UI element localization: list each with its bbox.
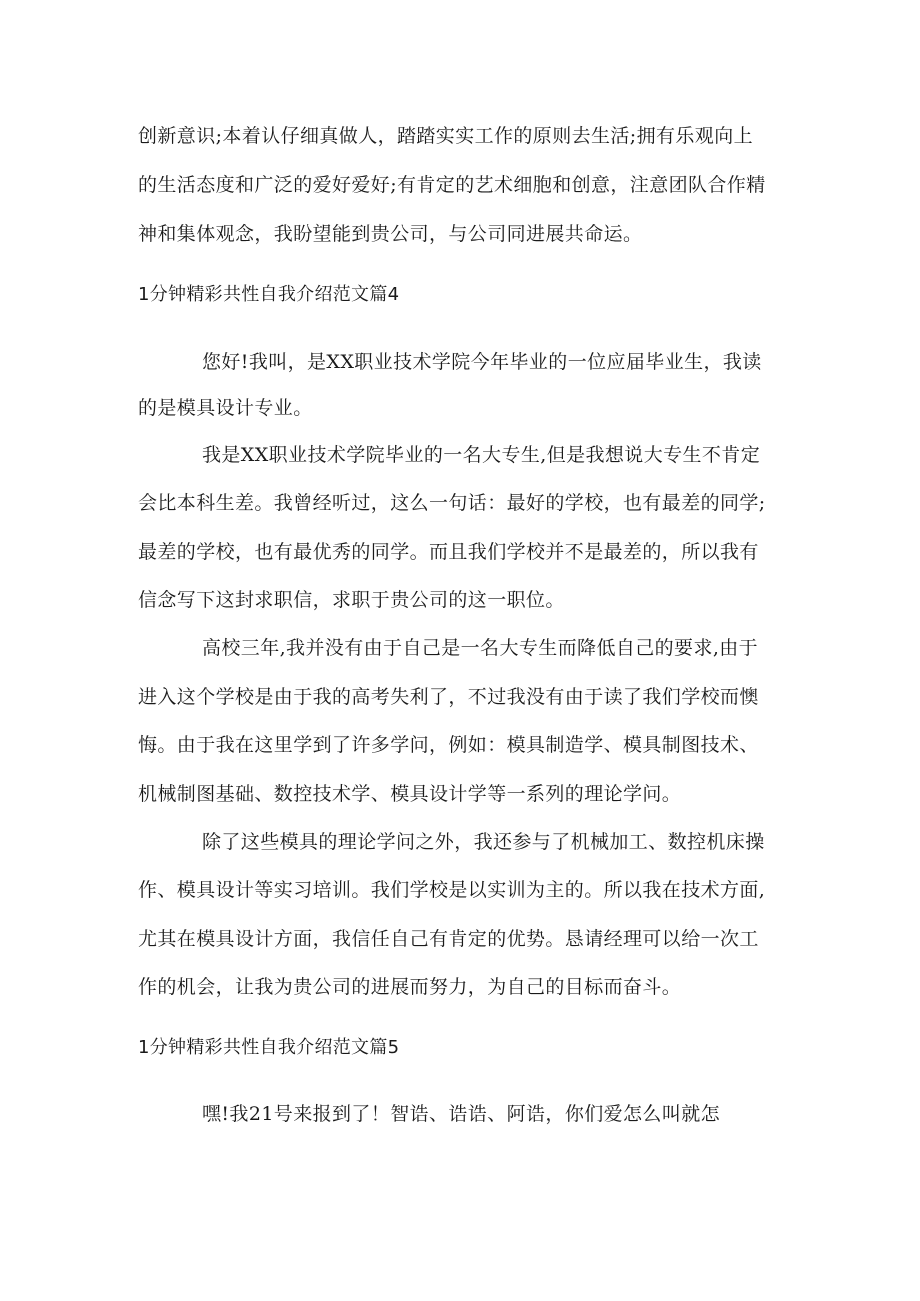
intro-line-3: 神和集体观念，我盼望能到贵公司，与公司同进展共命运。: [138, 223, 643, 245]
intro-line-1: 创新意识;本着认仔细真做人，踏踏实实工作的原则去生活;拥有乐观向上: [138, 125, 754, 147]
s4-p3-line-2: 进入这个学校是由于我的高考失利了，不过我没有由于读了我们学校而懊: [138, 686, 759, 708]
s4-p1-line-1: 您好!我叫，是XX职业技术学院今年毕业的一位应届毕业生，我读: [202, 351, 762, 373]
s4-p3-line-3: 悔。由于我在这里学到了许多学问，例如：模具制造学、模具制图技术、: [138, 734, 759, 756]
s4-p4-line-3: 尤其在模具设计方面，我信任自己有肯定的优势。恳请经理可以给一次工: [138, 928, 759, 950]
s4-p3-line-4: 机械制图基础、数控技术学、模具设计学等一系列的理论学问。: [138, 783, 682, 805]
s4-p2-line-2: 会比本科生差。我曾经听过，这么一句话：最好的学校，也有最差的同学;: [138, 492, 766, 514]
intro-line-2: 的生活态度和广泛的爱好爱好;有肯定的艺术细胞和创意，注意团队合作精: [138, 174, 766, 196]
s5-p1-line-1: 嘿!我21号来报到了！智诰、诰诰、阿诰，你们爱怎么叫就怎: [202, 1103, 721, 1125]
s4-p3-line-1: 高校三年,我并没有由于自己是一名大专生而降低自己的要求,由于: [202, 637, 759, 659]
section4-heading: 1分钟精彩共性自我介绍范文篇4: [138, 284, 400, 305]
s4-p4-line-1: 除了这些模具的理论学问之外，我还参与了机械加工、数控机床操: [202, 831, 765, 853]
s4-p4-line-4: 作的机会，让我为贵公司的进展而努力，为自己的目标而奋斗。: [138, 976, 682, 998]
s4-p1-line-2: 的是模具设计专业。: [138, 397, 313, 419]
section5-heading: 1分钟精彩共性自我介绍范文篇5: [138, 1037, 400, 1058]
s4-p2-line-4: 信念写下这封求职信，求职于贵公司的这一职位。: [138, 589, 565, 611]
s4-p2-line-1: 我是XX职业技术学院毕业的一名大专生,但是我想说大专生不肯定: [202, 444, 761, 466]
s4-p2-line-3: 最差的学校，也有最优秀的同学。而且我们学校并不是最差的，所以我有: [138, 541, 759, 563]
s4-p4-line-2: 作、模具设计等实习培训。我们学校是以实训为主的。所以我在技术方面,: [138, 879, 766, 901]
